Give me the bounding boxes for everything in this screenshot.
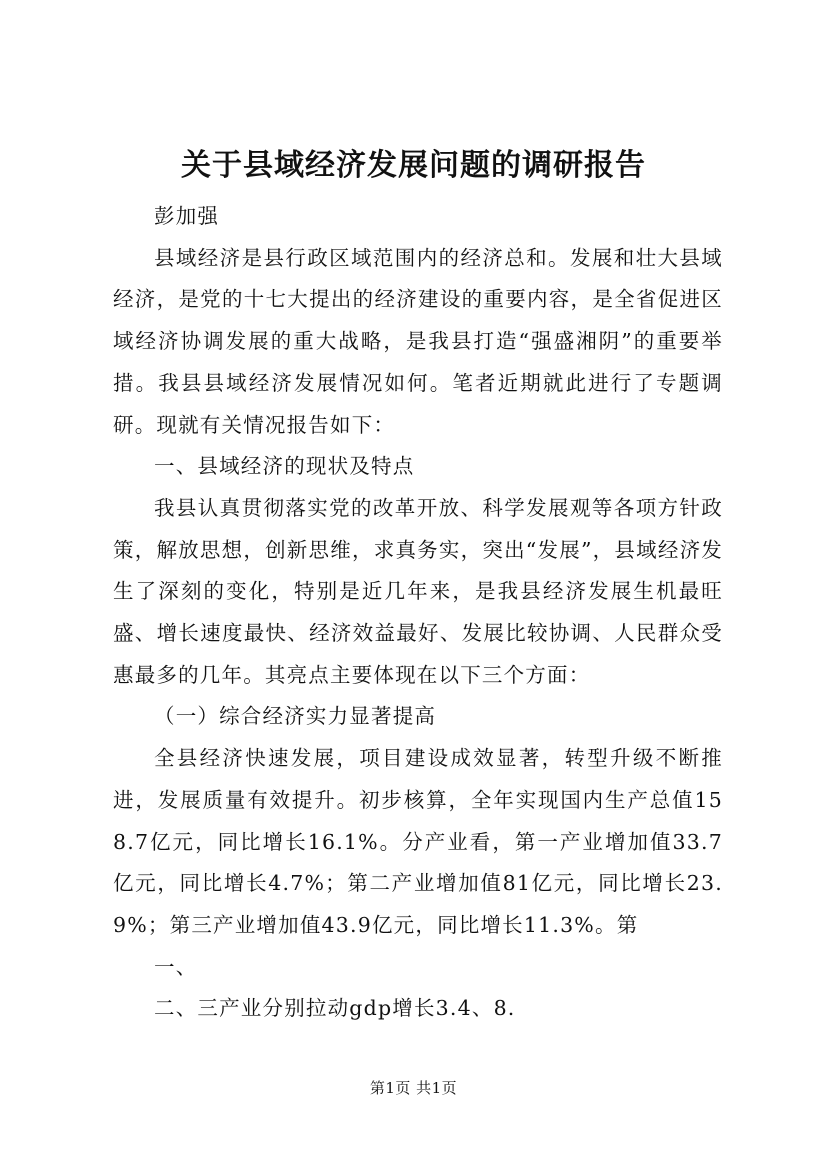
paragraph-economy: 全县经济快速发展，项目建设成效显著，转型升级不断推进，发展质量有效提升。初步核算，全年实现国内生产总值158.7亿元，同比增长16.1%。分产业看，第一产业增加值33.7亿元，同比增长4.7%；第二产业增加值81亿元，同比增长23.9%；第三产业增加值43.9亿元，同比增长11.3%。第: [113, 746, 723, 937]
page-footer: 第1页 共1页: [369, 1079, 458, 1097]
document-body: [113, 196, 723, 1030]
section-heading-1: 一、县域经济的现状及特点: [154, 454, 415, 479]
document-title: 关于县域经济发展问题的调研报告: [181, 148, 646, 183]
paragraph-overview: 我县认真贯彻落实党的改革开放、科学发展观等各项方针政策，解放思想，创新思维，求真务实，突出“发展”，县域经济发生了深刻的变化，特别是近几年来，是我县经济发展生机最旺盛、增长速度最快、经济效益最好、发展比较协调、人民群众受惠最多的几年。其亮点主要体现在以下三个方面：: [113, 495, 723, 687]
paragraph-fragment-1: 一、: [154, 954, 198, 979]
paragraph-fragment-2: 二、三产业分别拉动gdp增长3.4、8.: [154, 996, 516, 1021]
subsection-heading-1: （一）综合经济实力显著提高: [154, 704, 437, 729]
paragraph-intro: 县域经济是县行政区域范围内的经济总和。发展和壮大县域经济，是党的十七大提出的经济建设的重要内容，是全省促进区域经济协调发展的重大战略，是我县打造“强盛湘阴”的重要举措。我县县域经济发展情况如何。笔者近期就此进行了专题调研。现就有关情况报告如下：: [113, 245, 723, 437]
author-line: 彭加强: [154, 204, 220, 228]
